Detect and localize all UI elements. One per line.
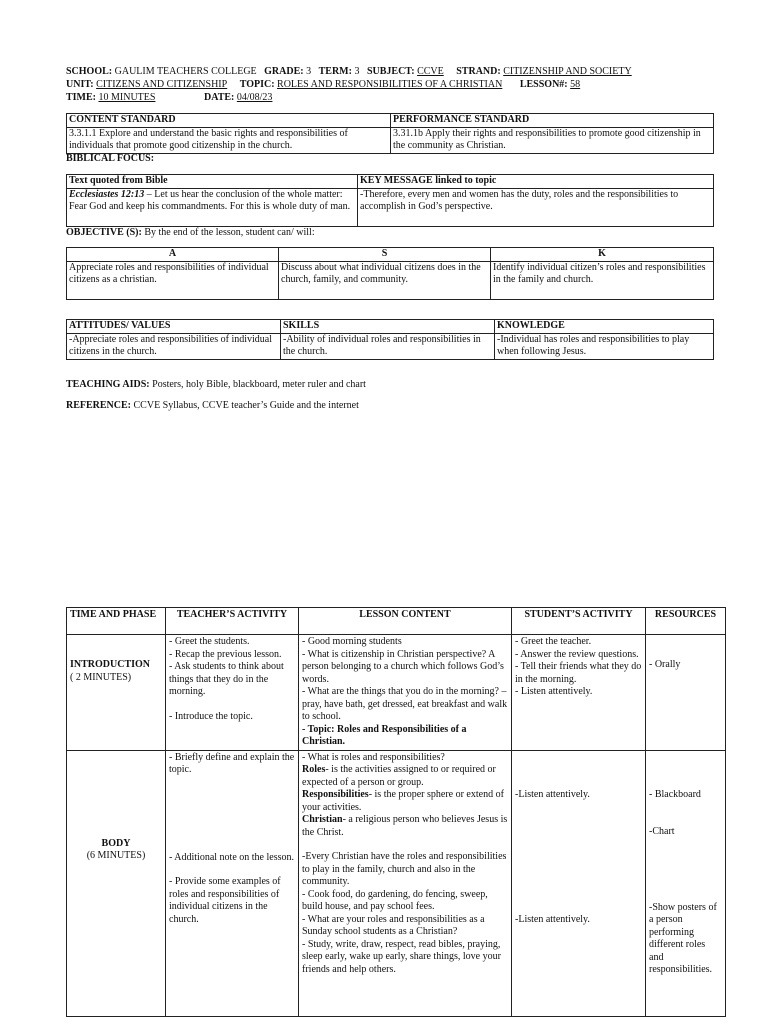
bible-quote-cell	[67, 188, 358, 226]
term-value: 3	[354, 66, 360, 77]
teaching-aids-label: TEACHING AIDS:	[66, 379, 150, 390]
unit-label: UNIT:	[66, 79, 94, 90]
header-line-2	[66, 79, 580, 92]
verse-text: – Let us hear the conclusion of the whole matter: Fear God and keep his commandments. For this is whole duty of man.	[69, 188, 351, 212]
responsibilities-term: Responsibilities	[302, 789, 369, 800]
reference-text: CCVE Syllabus, CCVE teacher’s Guide and the internet	[131, 400, 359, 411]
body-resource: - Blackboard	[649, 788, 701, 800]
introduction-student-cell	[512, 635, 646, 751]
intro-content-line: - What are the things that you do in the morning? –pray, have bath, get dressed, eat breakfast and walk to school.	[302, 686, 508, 722]
resources-head: RESOURCES	[646, 608, 726, 635]
term-label: TERM:	[318, 66, 352, 77]
body-content-line: - Cook food, do gardening, do fencing, sweep, build house, and pay school fees.	[302, 888, 488, 912]
intro-content-line: - What is citizenship in Christian perspective? A person belonging to a church which follows God’s words.	[302, 648, 504, 685]
header-line-1	[66, 66, 632, 79]
date-value: 04/08/23	[236, 92, 273, 103]
body-content-question: - What is roles and responsibilities?	[302, 751, 445, 763]
responsibilities-def: - is the proper sphere or extend of your activities.	[302, 789, 504, 813]
intro-student-step: - Greet the teacher.	[515, 636, 592, 647]
objective-label: OBJECTIVE (S):	[66, 227, 142, 238]
body-row	[67, 750, 726, 1016]
body-content-line: - What are your roles and responsibilities as a Sunday school students as a Christian?	[302, 913, 485, 937]
values-cell: -Appreciate roles and responsibilities of individual citizens in the church.	[67, 333, 281, 359]
christian-term: Christian	[302, 814, 343, 825]
introduction-content-cell	[299, 635, 512, 751]
body-student-step: -Listen attentively.	[515, 914, 590, 925]
objective-head-a: A	[67, 248, 279, 262]
objective-cell-a: Appreciate roles and responsibilities of individual citizens as a christian.	[67, 261, 279, 299]
unit-value: CITIZENS AND CITIZENSHIP	[96, 79, 228, 90]
roles-term: Roles	[302, 764, 326, 775]
content-standard-head: CONTENT STANDARD	[67, 114, 391, 128]
subject-label: SUBJECT:	[366, 66, 415, 77]
introduction-phase: INTRODUCTION	[70, 659, 151, 670]
topic-value: ROLES AND RESPONSIBILITIES OF A CHRISTIAN	[277, 79, 503, 90]
grade-label: GRADE:	[264, 66, 304, 77]
skills-cell: -Ability of individual roles and responsibilities in the church.	[281, 333, 495, 359]
christian-def: - a religious person who believes Jesus is the Christ.	[302, 814, 508, 838]
strand-label: STRAND:	[456, 66, 501, 77]
values-head: ATTITUDES/ VALUES	[67, 320, 281, 334]
intro-teacher-step: - Introduce the topic.	[169, 710, 253, 722]
body-student-step: -Listen attentively.	[515, 788, 590, 800]
standards-table	[66, 113, 714, 154]
roles-definition	[302, 764, 508, 789]
body-resources-cell	[646, 750, 726, 1016]
school-value: GAULIM TEACHERS COLLEGE	[114, 66, 257, 77]
body-content-line: - Study, write, draw, respect, read bibles, praying, sleep early, wake up early, share things, love your friends and help others.	[302, 938, 501, 975]
knowledge-cell: -Individual has roles and responsibilities to play when following Jesus.	[495, 333, 714, 359]
student-activity-head: STUDENT’S ACTIVITY	[512, 608, 646, 635]
intro-teacher-step: - Recap the previous lesson.	[169, 648, 282, 660]
skills-head: SKILLS	[281, 320, 495, 334]
introduction-duration: ( 2 MINUTES)	[70, 671, 132, 683]
objective-intro: By the end of the lesson, student can/ will:	[141, 227, 315, 238]
objective-cell-k: Identify individual citizen’s roles and responsibilities in the family and church.	[491, 261, 714, 299]
intro-student-step: - Listen attentively.	[515, 686, 593, 697]
header-line-3	[66, 92, 155, 105]
biblical-focus-label: BIBLICAL FOCUS:	[66, 153, 155, 164]
body-content-line: -Every Christian have the roles and responsibilities to play in the family, church and also in the community.	[302, 851, 507, 887]
body-resource: -Show posters of a person performing different roles and responsibilities.	[649, 901, 717, 975]
body-resource: -Chart	[649, 826, 675, 837]
teaching-aids-line	[66, 379, 366, 392]
objective-head-k: K	[491, 248, 714, 262]
body-duration: (6 MINUTES)	[86, 850, 146, 861]
grade-value: 3	[306, 66, 312, 77]
intro-teacher-step: - Greet the students.	[169, 636, 250, 647]
body-phase: BODY	[101, 837, 131, 849]
date-label: DATE:	[204, 92, 235, 103]
date-line	[204, 92, 272, 105]
key-message-text: -Therefore, every men and women has the duty, roles and the responsibilities to accomplish in God’s perspective.	[358, 188, 714, 226]
christian-definition	[302, 814, 508, 839]
subject-value: CCVE	[417, 66, 444, 77]
body-teacher-step: - Additional note on the lesson.	[169, 851, 294, 863]
reference-label: REFERENCE:	[66, 400, 132, 411]
verse-reference: Ecclesiastes 12:13	[69, 188, 145, 200]
reference-line	[66, 400, 359, 413]
body-student-cell	[512, 750, 646, 1016]
introduction-row	[67, 635, 726, 751]
knowledge-head: KNOWLEDGE	[495, 320, 714, 334]
objective-head-s: S	[279, 248, 491, 262]
intro-content-line: - Good morning students	[302, 636, 402, 647]
lesson-table	[66, 607, 726, 1017]
body-content-cell	[299, 750, 512, 1016]
objective-cell-s: Discuss about what individual citizens does in the church, family, and community.	[279, 261, 491, 299]
time-phase-head: TIME AND PHASE	[67, 608, 166, 635]
teaching-aids-text: Posters, holy Bible, blackboard, meter ruler and chart	[149, 379, 366, 390]
time-value: 10 MINUTES	[98, 92, 156, 103]
body-teacher-step: - Provide some examples of roles and responsibilities of individual citizens in the church.	[169, 876, 281, 925]
lesson-content-head: LESSON CONTENT	[299, 608, 512, 635]
intro-student-step: - Tell their friends what they do in the morning.	[515, 661, 642, 685]
responsibilities-definition	[302, 789, 508, 814]
topic-label: TOPIC:	[239, 79, 275, 90]
objectives-table	[66, 247, 714, 300]
body-phase-cell	[67, 750, 166, 1016]
strand-value: CITIZENSHIP AND SOCIETY	[503, 66, 632, 77]
objective-line	[66, 227, 315, 240]
performance-standard-text: 3.31.1b Apply their rights and responsibilities to promote good citizenship in the community as Christian.	[391, 127, 714, 153]
intro-resources: - Orally	[646, 635, 726, 751]
lesson-label: LESSON#:	[519, 79, 568, 90]
bible-quote-head: Text quoted from Bible	[67, 175, 358, 189]
biblical-table	[66, 174, 714, 227]
intro-student-step: - Answer the review questions.	[515, 648, 639, 660]
body-teacher-cell	[166, 750, 299, 1016]
values-table	[66, 319, 714, 360]
introduction-phase-cell	[67, 635, 166, 751]
school-label: SCHOOL:	[66, 66, 113, 77]
key-message-head: KEY MESSAGE linked to topic	[358, 175, 714, 189]
body-teacher-step: - Briefly define and explain the topic.	[169, 751, 295, 775]
introduction-teacher-cell	[166, 635, 299, 751]
time-label: TIME:	[66, 92, 96, 103]
roles-def: - is the activities assigned to or required or expected of a person or group.	[302, 764, 496, 788]
performance-standard-head: PERFORMANCE STANDARD	[391, 114, 714, 128]
intro-teacher-step: - Ask students to think about things that they do in the morning.	[169, 661, 284, 697]
lesson-value: 58	[570, 79, 581, 90]
intro-content-topic: - Topic: Roles and Responsibilities of a Christian.	[302, 723, 467, 747]
content-standard-text: 3.3.1.1 Explore and understand the basic rights and responsibilities of individuals that promote good citizenship in the church.	[67, 127, 391, 153]
teacher-activity-head: TEACHER’S ACTIVITY	[166, 608, 299, 635]
